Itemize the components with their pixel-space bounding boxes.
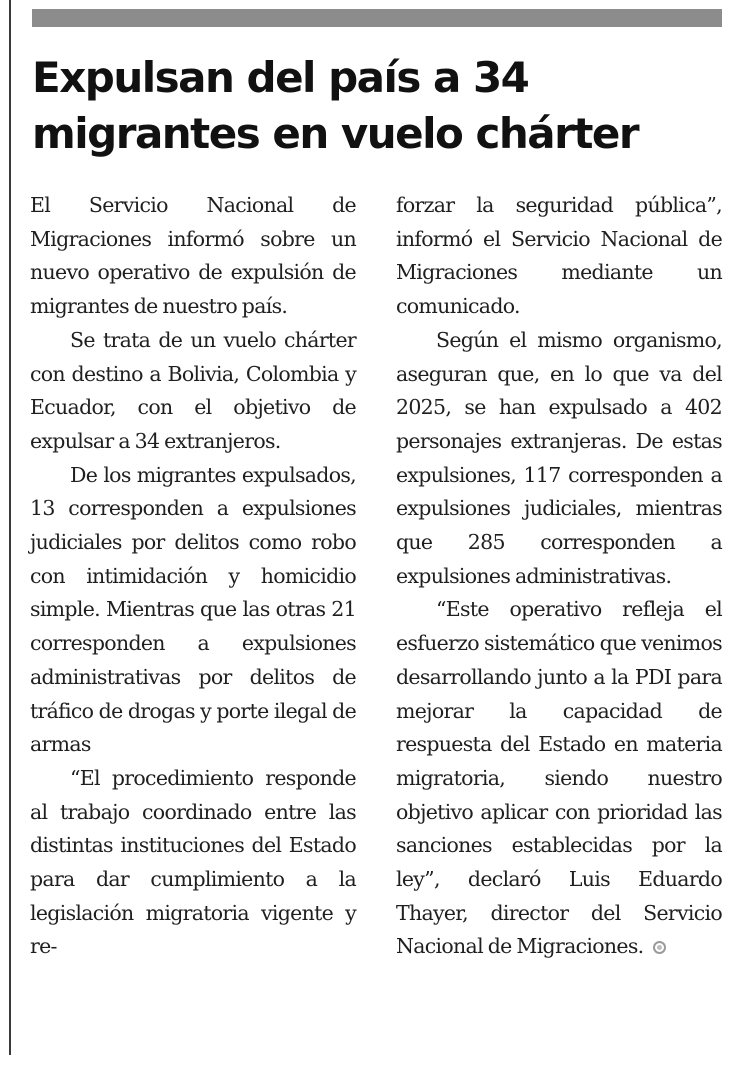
- column-divider-rule: [9, 0, 11, 1055]
- headline-line-2: migrantes en vuelo chárter: [32, 109, 639, 158]
- article-paragraph: Según el mismo organismo, aseguran que, en lo que va del 2025, se han expulsado a 402 personajes extranjeras. De estas expulsiones, 117 corresponden a expulsiones judiciales, mientras que 285 corresponden a expulsiones administrativas.: [396, 327, 722, 588]
- headline-line-1: Expulsan del país a 34: [32, 53, 529, 102]
- article-headline: [32, 50, 732, 162]
- article-column-right: [396, 189, 722, 964]
- article-paragraph: De los migrantes expulsados, 13 corresponden a expulsiones judiciales por delitos como robo con intimidación y homicidio simple. Mientras que las otras 21 corresponden a expulsiones administrativas por delitos de tráfico de drogas y porte ilegal de armas: [30, 462, 356, 757]
- end-of-article-icon: [653, 941, 666, 954]
- section-header-bar: [32, 9, 722, 27]
- article-paragraph: “El procedimiento responde al trabajo coordinado entre las distintas instituciones del Estado para dar cumplimiento a la legislación migratoria vigente y re-: [30, 765, 356, 959]
- article-paragraph: El Servicio Nacional de Migraciones informó sobre un nuevo operativo de expulsión de migrantes de nuestro país.: [30, 193, 356, 319]
- article-paragraph-text: “Este operativo refleja el esfuerzo sistemático que venimos desarrollando junto a la PDI para mejorar la capacidad de respuesta del Estado en materia migratoria, siendo nuestro objetivo aplicar con prioridad las sanciones establecidas por la ley”, declaró Luis Eduardo Thayer, director del Servicio Nacional de Migraciones.: [396, 597, 722, 959]
- article-paragraph: forzar la seguridad pública”, informó el Servicio Nacional de Migraciones mediante un comunicado.: [396, 193, 722, 319]
- article-paragraph: Se trata de un vuelo chárter con destino a Bolivia, Colombia y Ecuador, con el objetivo de expulsar a 34 extranjeros.: [30, 327, 356, 453]
- article-paragraph-final: [396, 593, 722, 964]
- article-column-left: [30, 189, 356, 964]
